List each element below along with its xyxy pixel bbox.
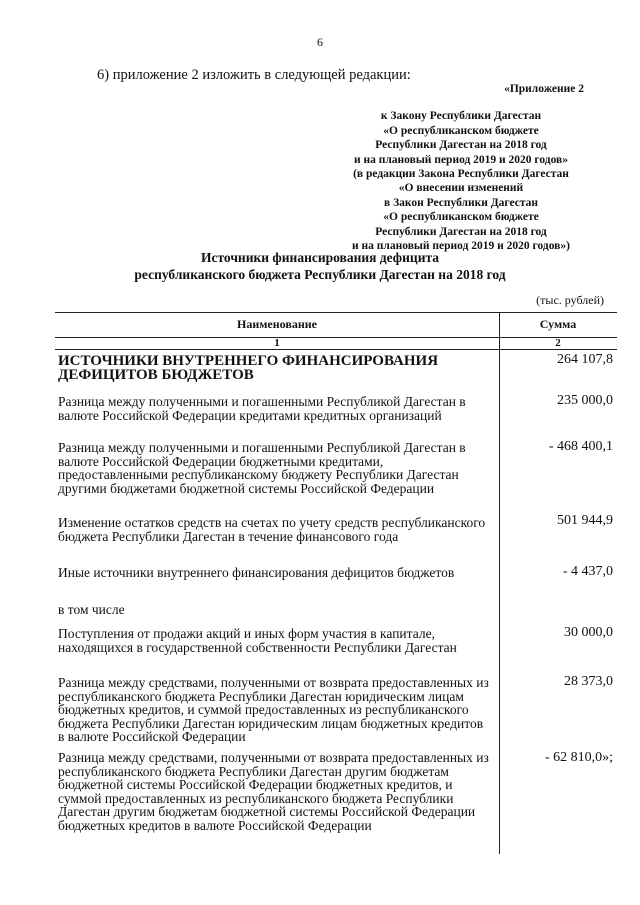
table-title-line: Источники финансирования дефицита <box>200 250 440 265</box>
units-label: (тыс. рублей) <box>536 293 604 307</box>
row-sum: 501 944,9 <box>557 513 613 528</box>
intro-text: 6) приложение 2 изложить в следующей редакции: <box>97 67 411 83</box>
row-sum: 28 373,0 <box>564 674 613 689</box>
table-title-line: республиканского бюджета Республики Дагестан на 2018 год <box>134 267 506 282</box>
table-top-border <box>55 312 617 313</box>
row-name: Разница между средствами, полученными от возврата предоставленных из республиканского бюджета Республики Дагестан юридическим лицам бюджетных кредитов, и суммой предоставленных из республиканского бюджета Республики Дагестан юридическим лицам бюджетных кредитов в валюте Российской Федерации <box>58 675 489 744</box>
row-name: в том числе <box>58 602 125 617</box>
appendix-line: «О внесении изменений <box>398 182 524 195</box>
column-number: 1 <box>274 337 280 349</box>
appendix-line: Республики Дагестан на 2018 год <box>375 139 547 152</box>
appendix-header <box>330 82 592 253</box>
row-sum: 235 000,0 <box>557 393 613 408</box>
appendix-line: и на плановый период 2019 и 2020 годов») <box>352 240 570 253</box>
row-sum: - 62 810,0»; <box>544 750 613 765</box>
header-name: Наименование <box>237 317 317 331</box>
appendix-line: «О республиканском бюджете <box>383 211 539 224</box>
row-sum: - 4 437,0 <box>562 564 613 579</box>
header-sum: Сумма <box>539 317 577 331</box>
appendix-line: «Приложение 2 <box>504 83 584 95</box>
row-name: Изменение остатков средств на счетах по учету средств республиканского бюджета Республики Дагестан в течение финансового года <box>58 515 486 544</box>
row-sum: 264 107,8 <box>557 352 613 367</box>
appendix-line: Республики Дагестан на 2018 год <box>375 225 547 238</box>
row-name: Разница между полученными и погашенными Республикой Дагестан в валюте Российской Федерации бюджетными кредитами, предоставленными республиканскому бюджету Республики Дагестан другими бюджетами бюджетной системы Российской Федерации <box>58 440 466 496</box>
appendix-line: (в редакции Закона Республики Дагестан <box>353 168 569 181</box>
appendix-line: к Закону Республики Дагестан <box>380 110 542 123</box>
page-number: 6 <box>317 35 323 49</box>
column-number: 2 <box>555 337 561 349</box>
appendix-line: «О республиканском бюджете <box>383 124 539 137</box>
row-name: Разница между полученными и погашенными Республикой Дагестан в валюте Российской Федерации кредитами кредитных организаций <box>58 394 466 423</box>
appendix-line: в Закон Республики Дагестан <box>384 196 538 209</box>
row-name: Поступления от продажи акций и иных форм участия в капитале, находящихся в государственной собственности Республики Дагестан <box>58 626 457 655</box>
row-name: ИСТОЧНИКИ ВНУТРЕННЕГО ФИНАНСИРОВАНИЯ ДЕФИЦИТОВ БЮДЖЕТОВ <box>58 353 439 383</box>
table-colnum-divider <box>55 349 617 350</box>
row-sum: - 468 400,1 <box>548 439 613 454</box>
row-name: Разница между средствами, полученными от возврата предоставленных из республиканского бюджета Республики Дагестан другим бюджетам бюджетной системы Российской Федерации бюджетных кредитов, и суммой предоставленных из республиканского бюджета Республики Дагестан другим бюджетам бюджетной системы Российской Федерации бюджетных кредитов в валюте Российской Федерации <box>58 750 489 833</box>
row-name: Иные источники внутреннего финансирования дефицитов бюджетов <box>58 565 455 580</box>
table-title <box>0 249 640 283</box>
appendix-line: и на плановый период 2019 и 2020 годов» <box>353 153 569 166</box>
row-sum: 30 000,0 <box>564 625 613 640</box>
